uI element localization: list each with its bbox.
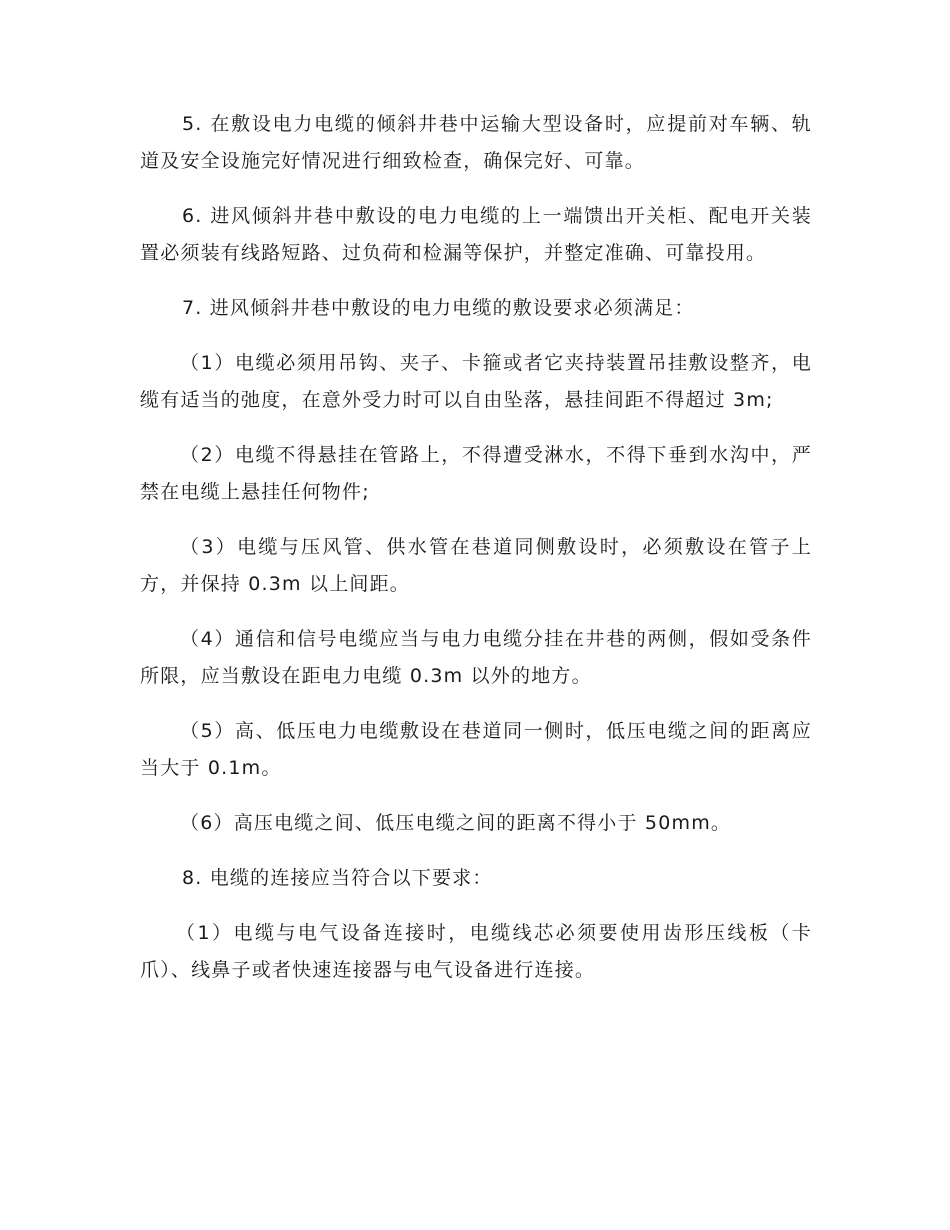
paragraph-7-sub-6: （6）高压电缆之间、低压电缆之间的距离不得小于 50mm。 bbox=[180, 812, 732, 834]
paragraph-item-6: 6. 进风倾斜井巷中敷设的电力电缆的上一端馈出开关柜、配电开关装置必须装有线路短路、过负荷和检漏等保护，并整定准确、可靠投用。 bbox=[140, 205, 812, 264]
paragraph-7-sub-4: （4）通信和信号电缆应当与电力电缆分挂在井巷的两侧，假如受条件所限，应当敷设在距电力电缆 0.3m 以外的地方。 bbox=[140, 628, 812, 687]
paragraph-7-sub-3: （3）电缆与压风管、供水管在巷道同侧敷设时，必须敷设在管子上方，并保持 0.3m 以上间距。 bbox=[140, 536, 812, 595]
paragraph-7-sub-1: （1）电缆必须用吊钩、夹子、卡箍或者它夹持装置吊挂敷设整齐，电缆有适当的弛度，在意外受力时可以自由坠落，悬挂间距不得超过 3m; bbox=[140, 352, 812, 411]
paragraph-item-8: 8. 电缆的连接应当符合以下要求： bbox=[182, 867, 493, 889]
paragraph-item-5: 5. 在敷设电力电缆的倾斜井巷中运输大型设备时，应提前对车辆、轨道及安全设施完好情况进行细致检查，确保完好、可靠。 bbox=[140, 113, 812, 172]
paragraph-8-sub-1: （1）电缆与电气设备连接时，电缆线芯必须要使用齿形压线板（卡爪）、线鼻子或者快速连接器与电气设备进行连接。 bbox=[140, 922, 812, 981]
paragraph-7-sub-2: （2）电缆不得悬挂在管路上，不得遭受淋水，不得下垂到水沟中，严禁在电缆上悬挂任何物件; bbox=[140, 444, 812, 503]
paragraph-7-sub-5: （5）高、低压电力电缆敷设在巷道同一侧时，低压电缆之间的距离应当大于 0.1m。 bbox=[140, 720, 812, 779]
document-body bbox=[140, 106, 812, 1007]
paragraph-item-7: 7. 进风倾斜井巷中敷设的电力电缆的敷设要求必须满足： bbox=[182, 297, 695, 319]
